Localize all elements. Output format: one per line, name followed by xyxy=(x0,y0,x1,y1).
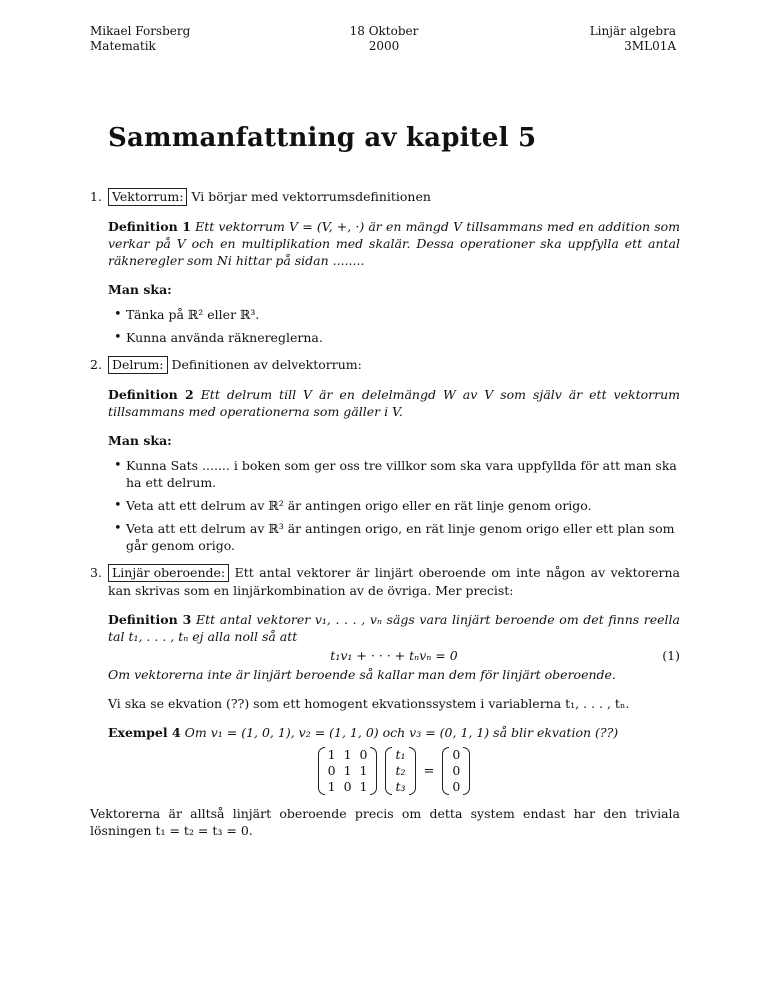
matrix-entry: 0 xyxy=(327,763,336,778)
equation-body: t₁v₁ + · · · + tₙvₙ = 0 xyxy=(330,648,458,663)
section-linjar-oberoende xyxy=(90,564,680,795)
definition-followup: Om vektorerna inte är linjärt beroende så kallar man dem för linjärt oberoende. xyxy=(108,667,616,682)
definition-block xyxy=(108,386,680,420)
example-block xyxy=(108,724,680,741)
matrix-entry: 1 xyxy=(327,747,336,762)
definition-label: Definition 1 xyxy=(108,219,191,234)
section-heading-box: Vektorrum: xyxy=(108,188,187,206)
matrix-equation xyxy=(108,747,680,795)
definition-block xyxy=(108,218,680,269)
section-number: 1. xyxy=(90,189,102,204)
section-heading-box: Delrum: xyxy=(108,356,168,374)
coefficient-matrix xyxy=(318,747,378,795)
vector-entry: 0 xyxy=(452,747,461,762)
concluding-paragraph: Vektorerna är alltså linjärt oberoende precis om detta system endast har den triviala lösningen t₁ = t₂ = t₃ = 0. xyxy=(90,806,680,838)
list-item: • Veta att ett delrum av ℝ² är antingen origo eller en rät linje genom origo. xyxy=(126,497,680,514)
equation xyxy=(108,647,680,664)
vector-entry: 0 xyxy=(452,779,461,794)
definition-text: Ett antal vektorer v₁, . . . , vₙ sägs vara linjärt beroende om det finns reella tal t₁, . . . , tₙ ej alla noll så att xyxy=(108,612,680,644)
man-ska-heading: Man ska: xyxy=(108,282,172,297)
definition-text: Ett vektorrum V = (V, +, ·) är en mängd V tillsammans med en addition som verkar på V och en multiplikation med skalär. Dessa operationer ska uppfylla ett antal räkneregler som Ni hittar på sidan ........ xyxy=(108,219,681,268)
section-lead: Vi börjar med vektorrumsdefinitionen xyxy=(191,189,431,204)
section-vektorrum xyxy=(90,188,680,346)
section-number: 3. xyxy=(90,565,102,580)
bullet-list xyxy=(108,457,680,554)
section-heading-box: Linjär oberoende: xyxy=(108,564,229,582)
definition-label: Definition 3 xyxy=(108,612,192,627)
department: Matematik xyxy=(90,39,156,53)
variable-vector xyxy=(385,747,415,795)
definition-block xyxy=(108,611,680,683)
matrix-entry: 1 xyxy=(343,763,352,778)
date-line: 18 Oktober xyxy=(349,24,419,38)
definition-label: Definition 2 xyxy=(108,387,194,402)
example-label: Exempel 4 xyxy=(108,725,181,740)
definition-text: Ett delrum till V är en delelmängd W av V som själv är ett vektorrum tillsammans med operationerna som gäller i V. xyxy=(108,387,680,419)
paragraph: Vi ska se ekvation (??) som ett homogent ekvationssystem i variablerna t₁, . . . , tₙ. xyxy=(108,696,630,711)
year-line: 2000 xyxy=(368,39,400,53)
vector-entry: t₁ xyxy=(395,747,406,762)
list-item: • Veta att ett delrum av ℝ³ är antingen origo, en rät linje genom origo eller ett plan som går genom origo. xyxy=(126,520,680,554)
course-name: Linjär algebra xyxy=(589,24,676,38)
section-number: 2. xyxy=(90,357,102,372)
man-ska-heading: Man ska: xyxy=(108,433,172,448)
author-name: Mikael Forsberg xyxy=(90,24,191,38)
list-item: • Kunna Sats ....... i boken som ger oss tre villkor som ska vara uppfyllda för att man ska ha ett delrum. xyxy=(126,457,680,491)
header-right xyxy=(590,24,676,54)
vector-entry: t₃ xyxy=(395,779,406,794)
example-text: Om v₁ = (1, 0, 1), v₂ = (1, 1, 0) och v₃ = (0, 1, 1) så blir ekvation (??) xyxy=(184,725,619,740)
course-code: 3ML01A xyxy=(624,39,676,53)
bullet-list xyxy=(108,306,680,346)
matrix-entry: 1 xyxy=(359,763,368,778)
section-delrum xyxy=(90,356,680,554)
matrix-entry: 0 xyxy=(343,779,352,794)
matrix-entry: 1 xyxy=(327,779,336,794)
zero-vector xyxy=(442,747,470,795)
vector-entry: 0 xyxy=(452,763,461,778)
equals-sign: = xyxy=(423,763,435,779)
equation-number: (1) xyxy=(662,648,680,663)
document-body xyxy=(90,188,680,839)
matrix-entry: 1 xyxy=(343,747,352,762)
matrix-entry: 0 xyxy=(359,747,368,762)
section-lead: Ett antal vektorer är linjärt oberoende om inte någon av vektorerna kan skrivas som en linjärkombination av de övriga. Mer precist: xyxy=(108,565,680,598)
matrix-entry: 1 xyxy=(359,779,368,794)
list-item: • Tänka på ℝ² eller ℝ³. xyxy=(126,306,680,323)
vector-entry: t₂ xyxy=(395,763,406,778)
page-title: Sammanfattning av kapitel 5 xyxy=(108,123,537,153)
list-item: • Kunna använda räknereglerna. xyxy=(126,329,680,346)
section-lead: Definitionen av delvektorrum: xyxy=(171,357,362,372)
